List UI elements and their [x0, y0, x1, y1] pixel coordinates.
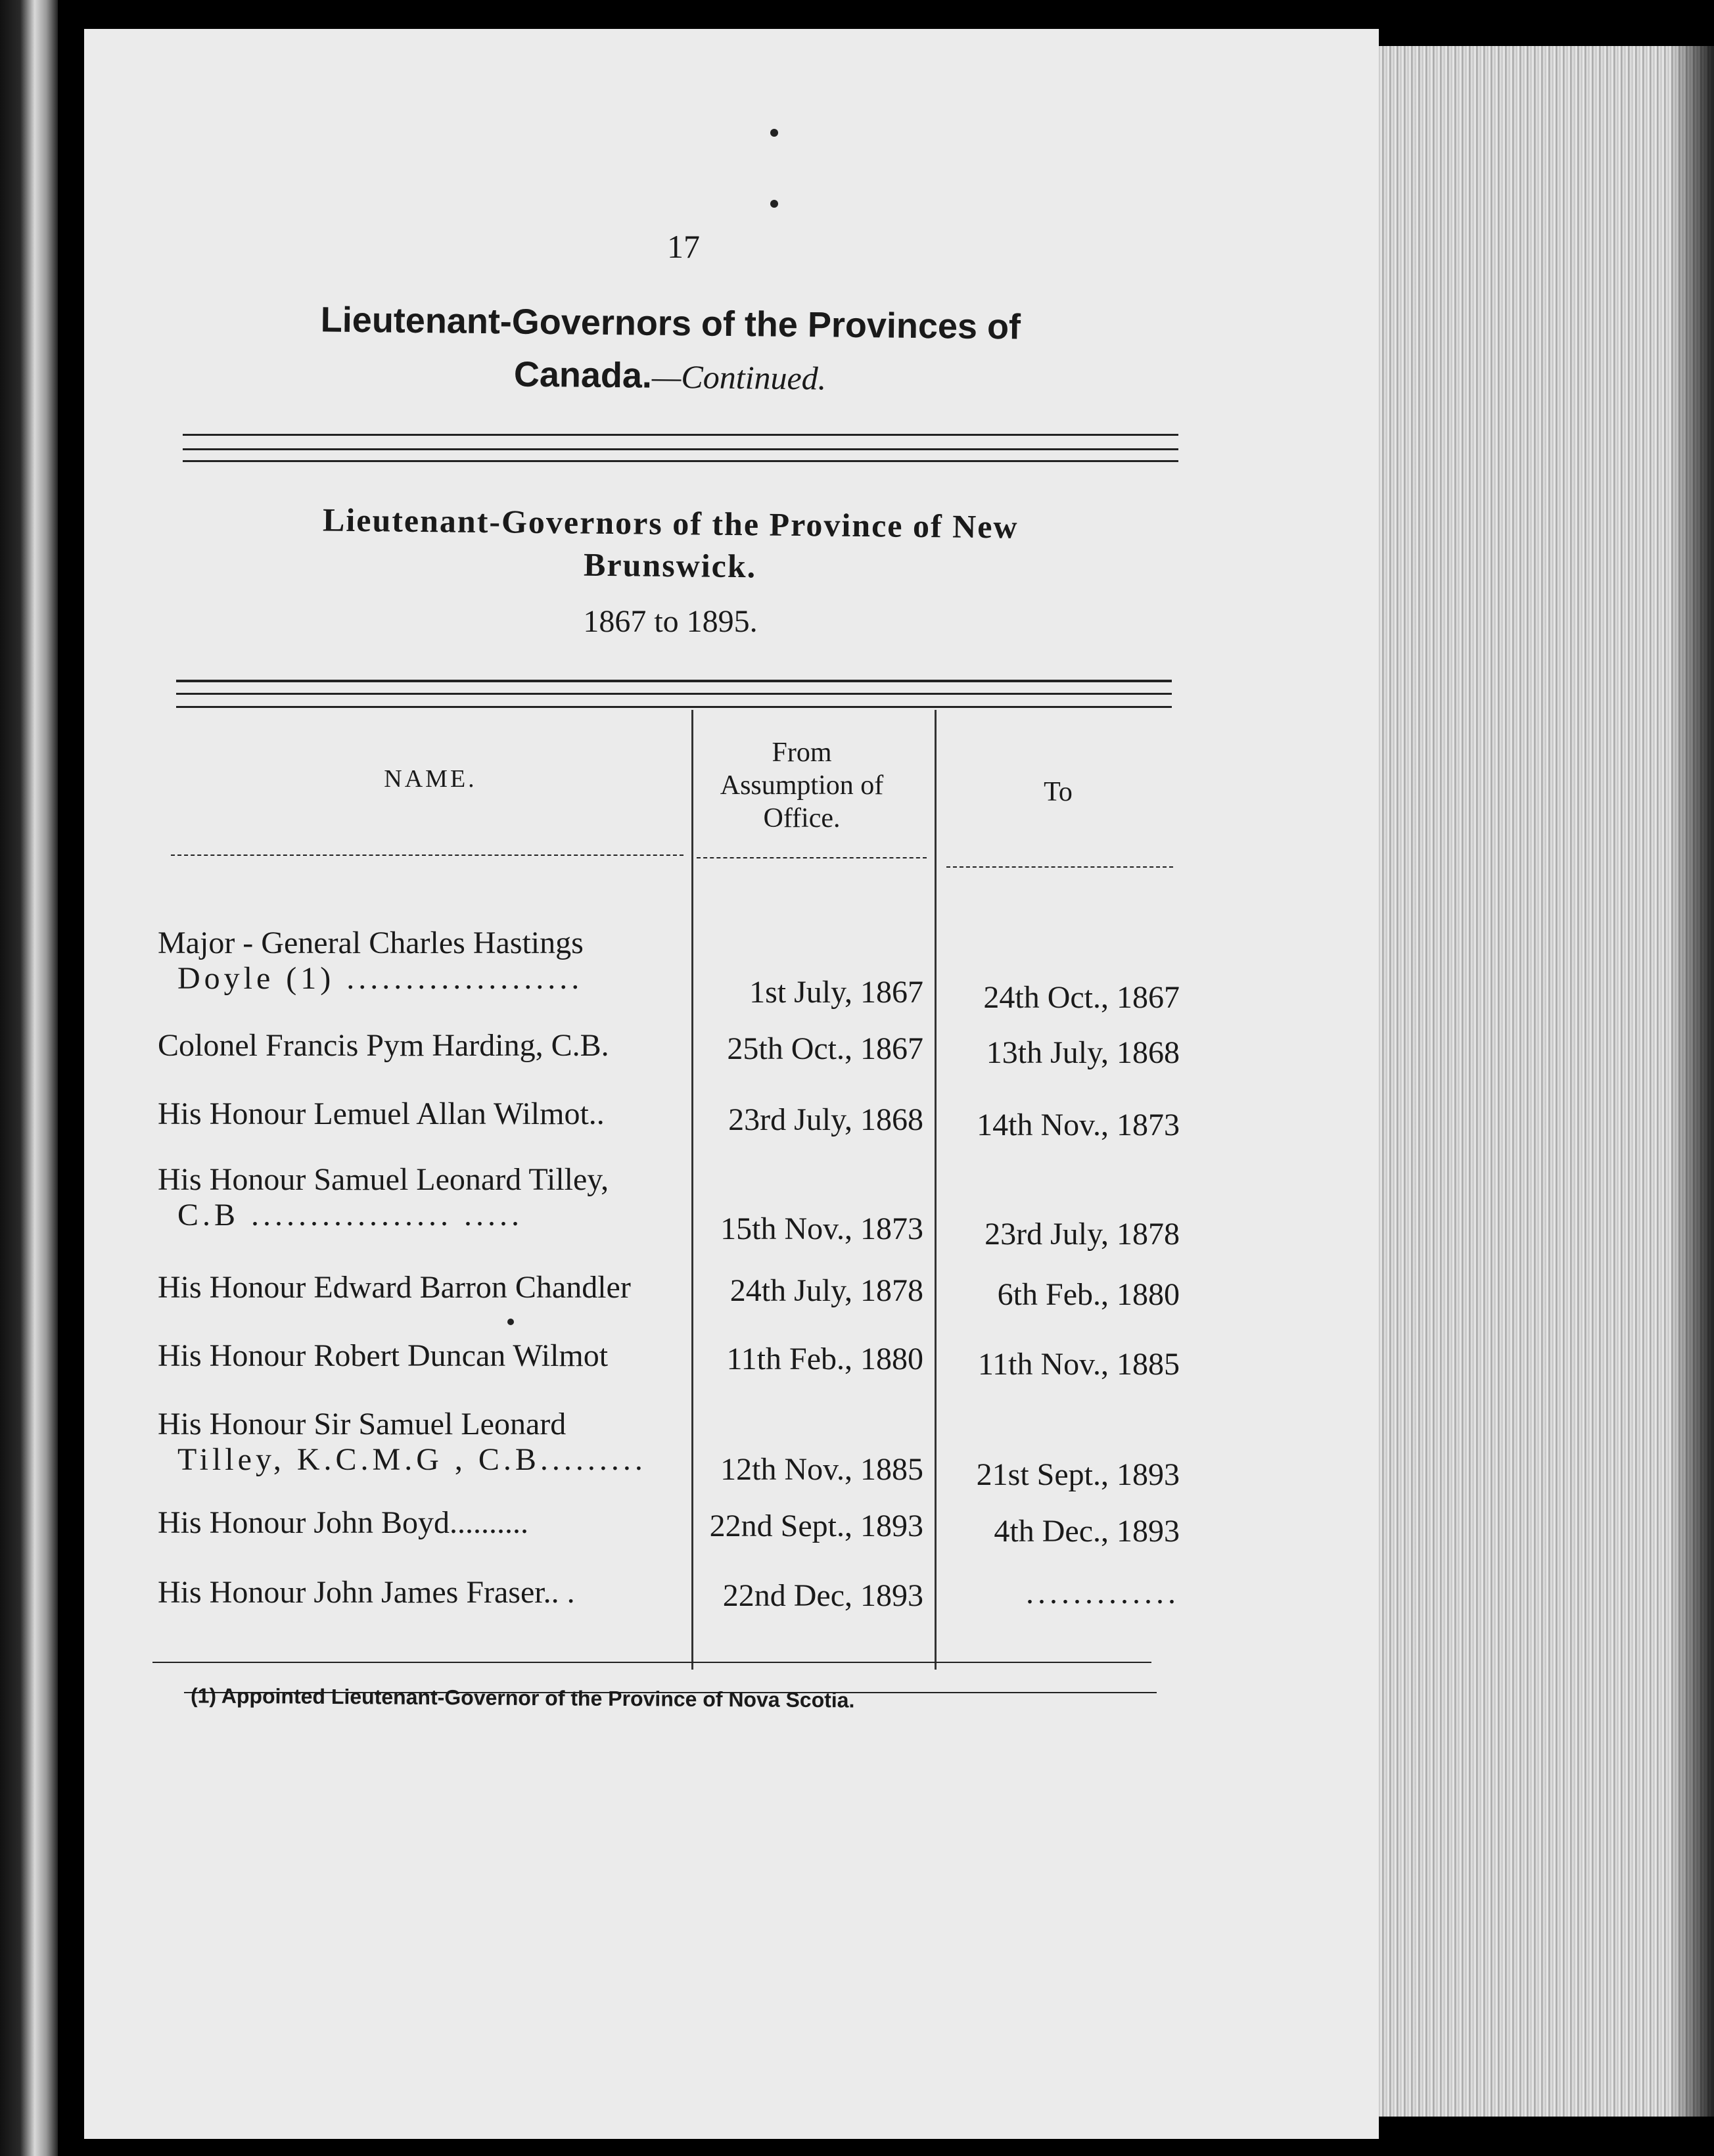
- governor-name-line-1: Major - General Charles Hastings: [158, 926, 584, 960]
- section-heading-line-1: Lieutenant-Governors of the Province of New: [322, 501, 1019, 546]
- print-speck: [770, 200, 778, 208]
- title-continued: —Continued.: [651, 358, 827, 397]
- title-canada: Canada.: [513, 354, 653, 396]
- governor-name: [158, 1338, 683, 1374]
- governor-name-line-1: His Honour Sir Samuel Leonard: [158, 1407, 567, 1441]
- print-speck: [507, 1319, 514, 1325]
- governor-name-line-1: His Honour Samuel Leonard Tilley,: [158, 1162, 609, 1197]
- governor-name: [158, 1505, 683, 1541]
- governor-name: [158, 1575, 683, 1610]
- table-rule-mid: [176, 693, 1172, 695]
- governor-name-line-1: His Honour John James Fraser.. .: [158, 1575, 575, 1610]
- title-rule-top: [183, 434, 1178, 436]
- column-header-from-line-3: Office.: [763, 803, 841, 833]
- term-end: 23rd July, 1878: [984, 1217, 1180, 1252]
- governor-name: [158, 1096, 683, 1132]
- term-start: 12th Nov., 1885: [720, 1452, 923, 1487]
- term-start: 11th Feb., 1880: [726, 1342, 923, 1376]
- term-end: 21st Sept., 1893: [976, 1457, 1180, 1492]
- governor-name-line-2: Doyle (1) ....................: [177, 961, 584, 996]
- column-header-from: [683, 736, 920, 835]
- table-rule-bottom: [176, 706, 1172, 708]
- footnote: (1) Appointed Lieutenant-Governor of the Province of Nova Scotia.: [190, 1683, 855, 1712]
- term-start: 23rd July, 1868: [728, 1102, 923, 1137]
- title-line-2: [197, 344, 1144, 408]
- term-end: 4th Dec., 1893: [994, 1514, 1180, 1549]
- section-heading: [197, 497, 1144, 591]
- table-rule-end: [152, 1662, 1151, 1663]
- governor-name: [158, 1270, 683, 1305]
- column-header-to: To: [1044, 777, 1073, 807]
- title-line-1: Lieutenant-Governors of the Provinces of: [320, 300, 1021, 347]
- governor-name-line-2: Tilley, K.C.M.G , C.B.........: [177, 1442, 647, 1477]
- governor-name-line-1: His Honour Edward Barron Chandler: [158, 1270, 631, 1305]
- governor-name-line-2: C.B ................. .....: [177, 1198, 524, 1232]
- governor-name-line-1: Colonel Francis Pym Harding, C.B.: [158, 1028, 609, 1063]
- page-block-shadow: [1669, 46, 1714, 2117]
- governor-name: [158, 926, 683, 996]
- term-start: 25th Oct., 1867: [727, 1031, 923, 1066]
- term-start: 15th Nov., 1873: [720, 1211, 923, 1246]
- page-block-edges: [1354, 46, 1714, 2117]
- governor-name-line-1: His Honour Robert Duncan Wilmot: [158, 1338, 609, 1373]
- table-rule-top: [176, 680, 1172, 682]
- term-start: 24th July, 1878: [730, 1273, 923, 1308]
- title-rule-middle: [183, 448, 1178, 450]
- term-start: 22nd Dec, 1893: [722, 1578, 923, 1613]
- term-end: 13th July, 1868: [986, 1035, 1180, 1070]
- header-underline-name: [171, 855, 683, 856]
- term-end: 24th Oct., 1867: [983, 980, 1180, 1015]
- print-speck: [770, 129, 778, 137]
- term-start: 22nd Sept., 1893: [709, 1509, 923, 1543]
- column-header-name: NAME.: [384, 765, 477, 793]
- governor-name: [158, 1162, 683, 1233]
- governor-name: [158, 1407, 683, 1478]
- page-title: [197, 292, 1144, 408]
- term-end: 11th Nov., 1885: [977, 1347, 1180, 1382]
- header-underline-to: [946, 866, 1173, 868]
- term-end: 6th Feb., 1880: [997, 1277, 1180, 1312]
- governor-name: [158, 1028, 683, 1064]
- left-page-edge: [0, 0, 58, 2156]
- term-start: 1st July, 1867: [749, 975, 923, 1010]
- header-underline-from: [697, 857, 927, 858]
- page-number: 17: [667, 228, 700, 265]
- section-heading-line-2: Brunswick.: [583, 546, 757, 585]
- governor-name-line-1: His Honour John Boyd..........: [158, 1505, 529, 1540]
- term-end: .............: [1026, 1576, 1180, 1610]
- column-header-from-line-2: Assumption of: [720, 770, 884, 801]
- term-end: 14th Nov., 1873: [977, 1108, 1180, 1142]
- governor-name-line-1: His Honour Lemuel Allan Wilmot..: [158, 1096, 605, 1131]
- column-header-from-line-1: From: [772, 738, 832, 768]
- title-rule-bottom: [183, 460, 1178, 462]
- year-range: 1867 to 1895.: [583, 604, 758, 639]
